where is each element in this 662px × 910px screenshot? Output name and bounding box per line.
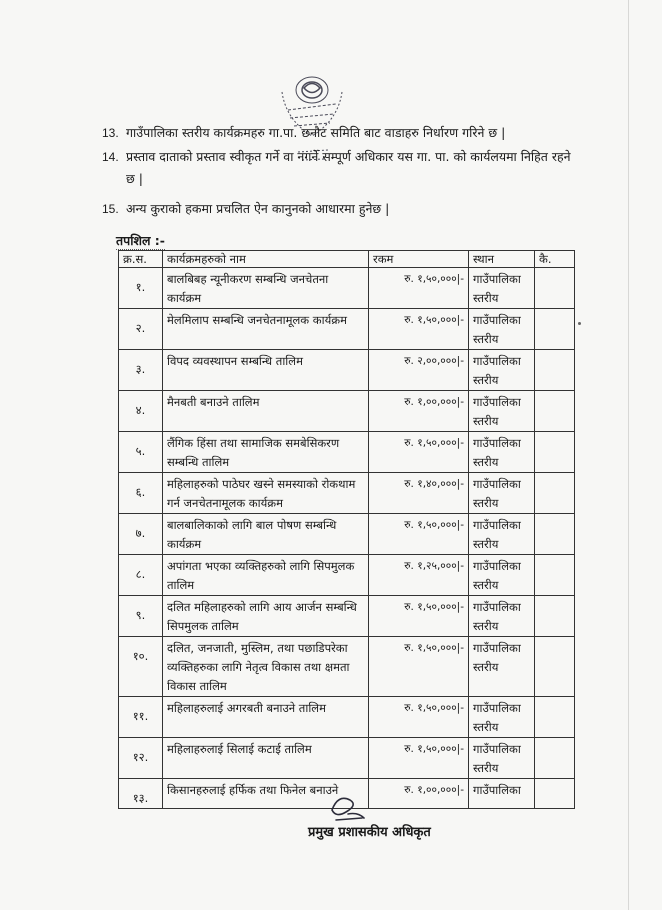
row-place-cell: गाउँपालिका स्तरीय: [469, 555, 535, 596]
table-title: तपशिल :-: [116, 233, 165, 248]
row-program-name-cell: दलित, जनजाती, मुस्लिम, तथा पछाडिपरेका व्यक्तिहरुका लागि नेतृत्व विकास तथा क्षमता विकास तालिम: [163, 637, 369, 697]
signature: [322, 790, 374, 826]
row-amount-cell: रु. १,००,०००|-: [369, 391, 469, 432]
row-place-cell: गाउँपालिका स्तरीय: [469, 268, 535, 309]
table-row: [119, 268, 575, 309]
table-row: [119, 637, 575, 697]
row-amount-cell: रु. १,२५,०००|-: [369, 555, 469, 596]
header-place: स्थान: [469, 251, 535, 268]
header-remarks: कै.: [535, 251, 575, 268]
clause-text: अन्य कुराको हकमा प्रचलित ऐन कानुनको आधारमा हुनेछ |: [126, 201, 390, 216]
row-place-cell: गाउँपालिका स्तरीय: [469, 514, 535, 555]
row-program-name-cell: महिलाहरुको पाठेघर खस्ने समस्याको रोकथाम गर्न जनचेतनामूलक कार्यक्रम: [163, 473, 369, 514]
row-serial-cell: ४.: [119, 391, 163, 432]
row-serial-cell: ३.: [119, 350, 163, 391]
row-amount-cell: रु. १,५०,०००|-: [369, 309, 469, 350]
row-remarks-cell: [535, 473, 575, 514]
header-program-name: कार्यक्रमहरुको नाम: [163, 251, 369, 268]
row-amount-cell: रु. १,००,०००|-: [369, 779, 469, 809]
row-serial-cell: ९.: [119, 596, 163, 637]
row-serial-cell: १.: [119, 268, 163, 309]
table-row: [119, 391, 575, 432]
row-place-cell: गाउँपालिका स्तरीय: [469, 432, 535, 473]
row-program-name-cell: बालबिबह न्यूनीकरण सम्बन्धि जनचेतना कार्यक्रम: [163, 268, 369, 309]
table-row: [119, 309, 575, 350]
row-remarks-cell: [535, 637, 575, 697]
row-amount-cell: रु. २,००,०००|-: [369, 350, 469, 391]
row-place-cell: गाउँपालिका स्तरीय: [469, 697, 535, 738]
table-header-row: [119, 251, 575, 268]
row-program-name-cell: विपद व्यवस्थापन सम्बन्धि तालिम: [163, 350, 369, 391]
row-serial-cell: १०.: [119, 637, 163, 697]
margin-mark: [578, 322, 581, 325]
row-amount-cell: रु. १,५०,०००|-: [369, 697, 469, 738]
clause-15: [102, 198, 389, 220]
row-remarks-cell: [535, 738, 575, 779]
table-row: [119, 514, 575, 555]
row-serial-cell: ८.: [119, 555, 163, 596]
clause-number: 13.: [102, 126, 119, 140]
row-program-name-cell: दलित महिलाहरुको लागि आय आर्जन सम्बन्धि सिपमुलक तालिम: [163, 596, 369, 637]
row-serial-cell: २.: [119, 309, 163, 350]
header-serial: क्र.स.: [119, 251, 163, 268]
row-remarks-cell: [535, 432, 575, 473]
row-place-cell: गाउँपालिका स्तरीय: [469, 473, 535, 514]
row-serial-cell: १३.: [119, 779, 163, 809]
table-body: [119, 268, 575, 809]
clause-text: गाउँपालिका स्तरीय कार्यक्रमहरु गा.पा. छनौट समिति बाट वाडाहरु निर्धारण गरिने छ |: [126, 125, 506, 140]
table-row: [119, 473, 575, 514]
row-amount-cell: रु. १,५०,०००|-: [369, 514, 469, 555]
page-edge-line: [628, 0, 629, 910]
table-row: [119, 697, 575, 738]
row-amount-cell: रु. १,५०,०००|-: [369, 432, 469, 473]
row-place-cell: गाउँपालिका: [469, 779, 535, 809]
row-remarks-cell: [535, 350, 575, 391]
clause-14: [102, 146, 582, 190]
row-place-cell: गाउँपालिका स्तरीय: [469, 309, 535, 350]
header-amount: रकम: [369, 251, 469, 268]
programs-table: [118, 250, 575, 809]
table-row: [119, 350, 575, 391]
row-program-name-cell: बालबालिकाको लागि बाल पोषण सम्बन्धि कार्यक्रम: [163, 514, 369, 555]
row-amount-cell: रु. १,५०,०००|-: [369, 268, 469, 309]
row-remarks-cell: [535, 596, 575, 637]
row-program-name-cell: लैंगिक हिंसा तथा सामाजिक समबेसिकरण सम्बन्धि तालिम: [163, 432, 369, 473]
row-remarks-cell: [535, 697, 575, 738]
row-place-cell: गाउँपालिका स्तरीय: [469, 738, 535, 779]
table-row: [119, 555, 575, 596]
table-row: [119, 738, 575, 779]
table-row: [119, 596, 575, 637]
row-serial-cell: ११.: [119, 697, 163, 738]
row-remarks-cell: [535, 779, 575, 809]
clause-number: 15.: [102, 202, 119, 216]
row-place-cell: गाउँपालिका स्तरीय: [469, 596, 535, 637]
row-program-name-cell: महिलाहरुलाई सिलाई कटाई तालिम: [163, 738, 369, 779]
clause-13: [102, 122, 505, 144]
clause-number: 14.: [102, 150, 119, 164]
row-serial-cell: ५.: [119, 432, 163, 473]
row-program-name-cell: किसानहरुलाई हर्फिक तथा फिनेल बनाउने: [163, 779, 369, 809]
row-serial-cell: ६.: [119, 473, 163, 514]
row-place-cell: गाउँपालिका स्तरीय: [469, 350, 535, 391]
row-remarks-cell: [535, 391, 575, 432]
row-program-name-cell: अपांगता भएका व्यक्तिहरुको लागि सिपमुलक तालिम: [163, 555, 369, 596]
row-program-name-cell: मैनबती बनाउने तालिम: [163, 391, 369, 432]
row-place-cell: गाउँपालिका स्तरीय: [469, 391, 535, 432]
row-remarks-cell: [535, 268, 575, 309]
signatory-title: प्रमुख प्रशासकीय अधिकृत: [308, 825, 431, 840]
row-program-name-cell: महिलाहरुलाई अगरबती बनाउने तालिम: [163, 697, 369, 738]
row-amount-cell: रु. १,५०,०००|-: [369, 637, 469, 697]
row-serial-cell: १२.: [119, 738, 163, 779]
row-amount-cell: रु. १,४०,०००|-: [369, 473, 469, 514]
row-program-name-cell: मेलमिलाप सम्बन्धि जनचेतनामूलक कार्यक्रम: [163, 309, 369, 350]
table-row: [119, 432, 575, 473]
clause-text: प्रस्ताव दाताको प्रस्ताव स्वीकृत गर्ने वा नगर्ने सम्पूर्ण अधिकार यस गा. पा. को कार्यलयमा निहित रहने छ |: [126, 149, 571, 186]
row-remarks-cell: [535, 514, 575, 555]
row-remarks-cell: [535, 555, 575, 596]
row-place-cell: गाउँपालिका स्तरीय: [469, 637, 535, 697]
row-amount-cell: रु. १,५०,०००|-: [369, 596, 469, 637]
row-amount-cell: रु. १,५०,०००|-: [369, 738, 469, 779]
row-serial-cell: ७.: [119, 514, 163, 555]
row-remarks-cell: [535, 309, 575, 350]
